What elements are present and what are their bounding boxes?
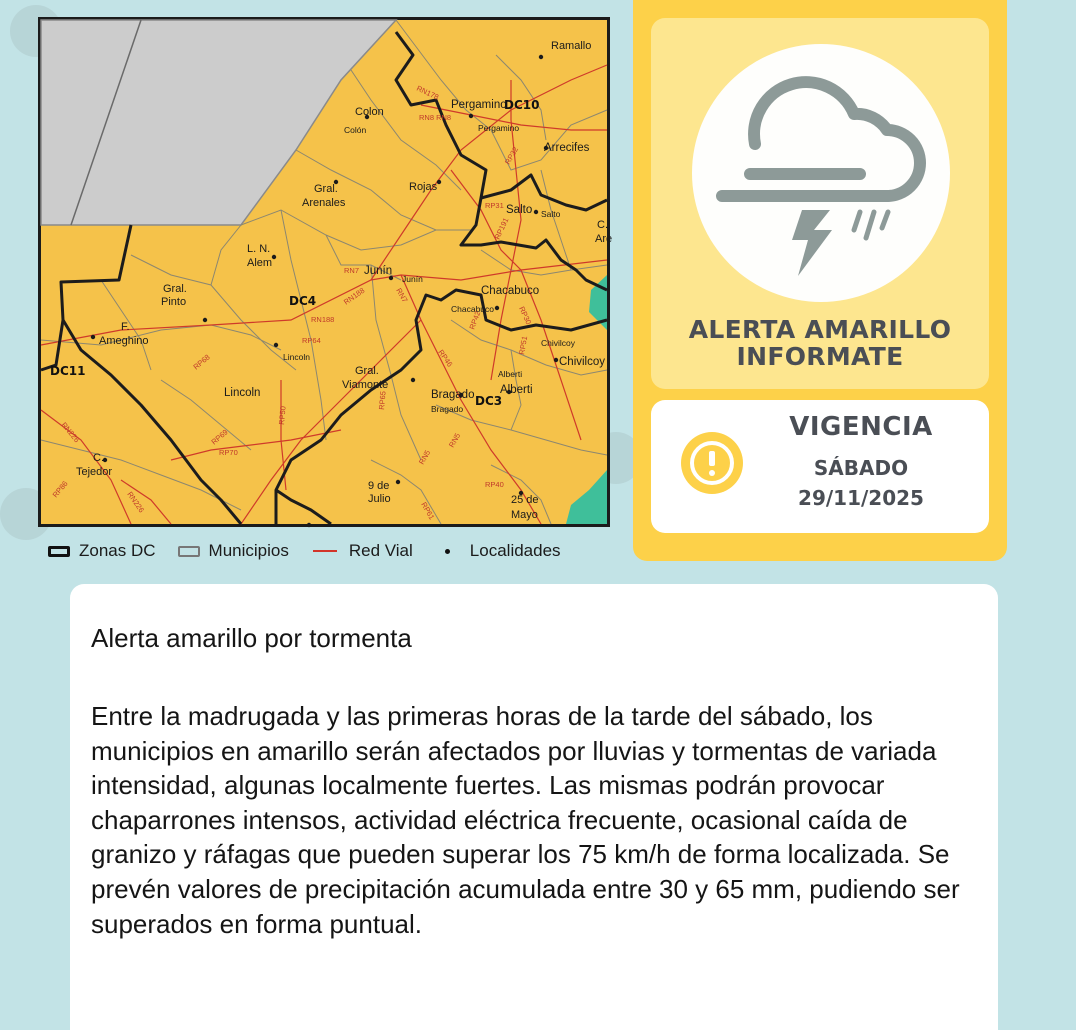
alert-panel: [633, 0, 1007, 561]
place-label: Chivilcoy: [541, 338, 576, 348]
place-label: Pinto: [161, 296, 187, 308]
legend-label: Municipios: [208, 541, 289, 560]
place-label: Lincoln: [224, 387, 261, 399]
place-label: Colon: [355, 106, 384, 118]
place-label: Alem: [247, 257, 273, 269]
road-swatch: [313, 550, 337, 552]
road-label: RP32: [502, 145, 521, 166]
zone-label: DC4: [289, 294, 317, 308]
vigencia-title: VIGENCIA: [789, 412, 933, 442]
road-label: RN226: [59, 420, 82, 445]
place-label: Viamonte: [342, 379, 389, 391]
place-label: Colón: [344, 125, 367, 135]
place-label: Junín: [402, 274, 423, 284]
place-label: Arenales: [302, 197, 346, 209]
road-label: RN178: [415, 83, 441, 102]
road-label: RP42: [467, 309, 483, 331]
road-label: RP46: [436, 347, 455, 369]
place-label: 9 de: [368, 480, 390, 492]
road-label: RP51: [517, 335, 530, 356]
road-label: RP86: [50, 479, 70, 500]
municipio-swatch: [178, 546, 200, 557]
description-title: Alerta amarillo por tormenta: [91, 623, 412, 653]
legend-label: Zonas DC: [79, 541, 156, 560]
place-label: 25 de: [511, 494, 539, 506]
place-label: Mayo: [511, 509, 538, 521]
place-label: Arrecifes: [544, 142, 590, 154]
vigencia-card: [651, 400, 989, 533]
warning-icon: [681, 432, 743, 494]
road-label: RN8 RN8: [419, 113, 452, 122]
map-legend: [48, 540, 583, 562]
road-label: RP31: [485, 201, 504, 210]
place-label: L. N.: [247, 243, 271, 255]
legend-localidades: [445, 541, 561, 561]
place-label: Rojas: [409, 181, 438, 193]
place-label: Pergamino: [451, 99, 507, 111]
place-label: Chacabuco: [481, 285, 540, 297]
legend-road: [313, 541, 413, 561]
alert-summary-card: [651, 18, 989, 389]
place-label: Chivilcoy: [559, 356, 606, 368]
legend-label: Localidades: [469, 541, 561, 560]
alert-title: [651, 316, 989, 370]
place-label: Salto: [506, 204, 533, 216]
map-canvas: [41, 20, 613, 524]
road-label: RN188: [341, 285, 367, 307]
place-label: Bragado: [431, 389, 475, 401]
road-label: RP30: [517, 305, 534, 326]
place-label: F.: [121, 321, 130, 333]
legend-label: Red Vial: [348, 541, 413, 560]
place-label: Are: [595, 233, 613, 245]
place-label: Ameghino: [99, 335, 149, 347]
road-label: RP64: [302, 336, 321, 345]
place-label: Lincoln: [283, 352, 310, 362]
place-label: Bragado: [431, 404, 464, 414]
place-label: Chacabuco: [451, 304, 495, 314]
road-label: RP61: [419, 500, 437, 522]
dc-zone-swatch: [48, 546, 70, 557]
vigencia-day: SÁBADO: [813, 456, 909, 480]
place-label: Ramallo: [551, 40, 592, 52]
road-label: RP50: [277, 405, 288, 426]
road-label: RN188: [311, 315, 335, 324]
weather-icon-circle: [692, 44, 950, 302]
vigencia-date: 29/11/2025: [798, 486, 924, 510]
legend-dc-zones: [48, 541, 156, 561]
road-label: RP40: [485, 480, 504, 489]
road-label: RN7: [394, 286, 410, 305]
green-region: [566, 470, 607, 524]
road-label: RP191: [492, 216, 511, 241]
place-label: Gral.: [163, 283, 187, 295]
place-label: C.: [93, 452, 104, 464]
road-label: RN5: [416, 448, 433, 466]
road-label: RP70: [219, 448, 238, 457]
place-label: Gral.: [355, 365, 379, 377]
road-label: RN226: [125, 489, 147, 515]
place-label: Gral.: [314, 183, 338, 195]
alert-map: [38, 17, 613, 527]
alert-title-line: INFORMATE: [736, 342, 904, 371]
locality-swatch: [445, 549, 450, 554]
outside-region: [41, 20, 396, 225]
description-body: Entre la madrugada y las primeras horas de la tarde del sábado, los municipios en amarillo serán afectados por lluvias y tormentas de variada intensidad, algunas localmente fuertes. Las mismas podrán provocar chaparrones intensos, actividad eléctrica frecuente, ocasional caída de granizo y ráfagas que pueden superar los 75 km/h de forma localizada. Se prevén valores de precipitación acumulada entre 30 y 65 mm, pudiendo ser superados en forma puntual.: [91, 701, 960, 939]
place-label: Junín: [364, 265, 393, 277]
road-label: RN7: [344, 266, 360, 275]
zone-label: DC3: [475, 394, 503, 408]
zone-label: DC10: [504, 98, 540, 112]
road-label: RN5: [446, 431, 463, 449]
road-label: RP65: [377, 390, 388, 411]
storm-cloud-icon: [692, 44, 950, 302]
place-label: Pergamino: [478, 123, 520, 133]
place-label: Tejedor: [76, 466, 113, 478]
road-label: RP68: [191, 352, 212, 372]
road-label: RP69: [209, 427, 230, 447]
place-label: Julio: [368, 493, 391, 505]
alert-title-line: ALERTA AMARILLO: [688, 315, 952, 344]
place-label: Alberti: [500, 384, 533, 396]
place-label: Alberti: [498, 369, 523, 379]
place-label: C.: [597, 219, 608, 231]
zone-label: DC11: [50, 364, 86, 378]
place-label: Salto: [541, 209, 561, 219]
description-card: [70, 584, 998, 1030]
legend-municipios: [178, 541, 289, 561]
